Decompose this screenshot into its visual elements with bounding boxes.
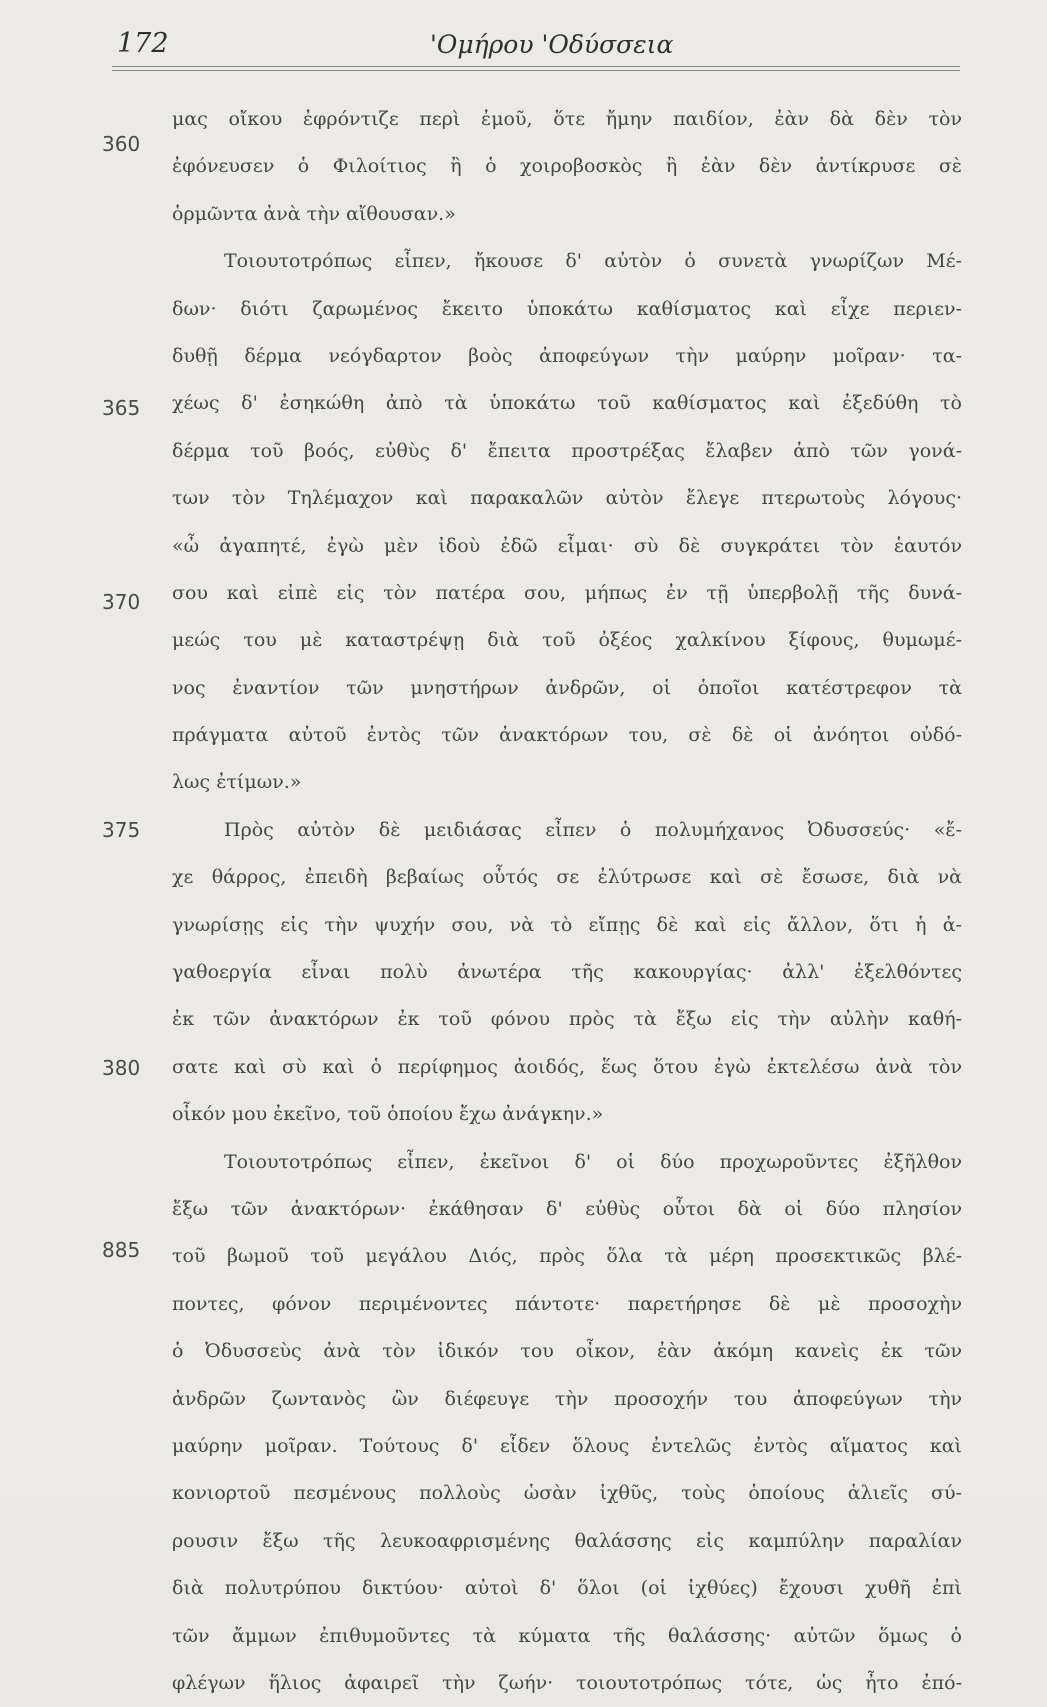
- text-line: διὰ πολυτρύπου δικτύου· αὐτοὶ δ' ὅλοι (οἱ ἰχθύες) ἔχουσι χυθῆ ἐπὶ: [172, 1577, 962, 1600]
- header-rule: [112, 70, 960, 71]
- text-line: οἶκόν μου ἐκεῖνο, τοῦ ὁποίου ἔχω ἀνάγκην.»: [172, 1103, 604, 1126]
- running-title: 'Ομήρου 'Οδύσσεια: [430, 30, 674, 59]
- text-line: δυθῇ δέρμα νεόγδαρτον βοὸς ἀποφεύγων τὴν μαύρην μοῖραν· τα-: [172, 344, 962, 367]
- text-line: γαθοεργία εἶναι πολὺ ἀνωτέρα τῆς κακουργίας· ἀλλ' ἐξελθόντες: [172, 961, 962, 984]
- text-line: φλέγων ἥλιος ἀφαιρεῖ τὴν ζωήν· τοιουτοτρόπως τότε, ὡς ἦτο ἐπό-: [172, 1671, 962, 1694]
- text-line: δων· διότι ζαρωμένος ἔκειτο ὑποκάτω καθίσματος καὶ εἶχε περιεν-: [172, 297, 962, 320]
- page-number: 172: [117, 28, 169, 59]
- line-number: 360: [102, 132, 141, 156]
- text-line: ἐφόνευσεν ὁ Φιλοίτιος ἢ ὁ χοιροβοσκὸς ἢ ἐὰν δὲν ἀντίκρυσε σὲ: [172, 155, 962, 178]
- text-line: ἔξω τῶν ἀνακτόρων· ἐκάθησαν δ' εὐθὺς οὗτοι δὰ οἱ δύο πλησίον: [172, 1197, 962, 1220]
- text-line: μαύρην μοῖραν. Τούτους δ' εἶδεν ὅλους ἐντελῶς ἐντὸς αἵματος καὶ: [172, 1434, 962, 1457]
- text-line: «ὦ ἀγαπητέ, ἐγὼ μὲν ἰδοὺ ἐδῶ εἶμαι· σὺ δὲ συγκράτει τὸν ἑαυτόν: [172, 534, 962, 557]
- text-line: μεώς του μὲ καταστρέψῃ διὰ τοῦ ὀξέος χαλκίνου ξίφους, θυμωμέ-: [172, 629, 962, 652]
- line-number: 375: [102, 818, 141, 842]
- text-line: των τὸν Τηλέμαχον καὶ παρακαλῶν αὐτὸν ἔλεγε πτερωτοὺς λόγους·: [172, 487, 962, 510]
- text-line: τοῦ βωμοῦ τοῦ μεγάλου Διός, πρὸς ὅλα τὰ μέρη προσεκτικῶς βλέ-: [172, 1245, 962, 1268]
- text-line: κονιορτοῦ πεσμένους πολλοὺς ὡσὰν ἰχθῦς, τοὺς ὁποίους ἁλιεῖς σύ-: [172, 1482, 962, 1505]
- text-line: ὁ Ὀδυσσεὺς ἀνὰ τὸν ἰδικόν του οἶκον, ἐὰν ἀκόμη κανεὶς ἐκ τῶν: [172, 1340, 962, 1363]
- text-line: σατε καὶ σὺ καὶ ὁ περίφημος ἀοιδός, ἕως ὅτου ἐγὼ ἐκτελέσω ἀνὰ τὸν: [172, 1055, 962, 1078]
- text-line: ὁρμῶντα ἀνὰ τὴν αἴθουσαν.»: [172, 202, 456, 225]
- text-line: χέως δ' ἐσηκώθη ἀπὸ τὰ ὑποκάτω τοῦ καθίσματος καὶ ἐξεδύθη τὸ: [172, 392, 962, 415]
- text-line: ποντες, φόνον περιμένοντες πάντοτε· παρετήρησε δὲ μὲ προσοχὴν: [172, 1292, 962, 1315]
- text-line: λως ἐτίμων.»: [172, 771, 302, 794]
- text-line: σου καὶ εἰπὲ εἰς τὸν πατέρα σου, μήπως ἐν τῇ ὑπερβολῇ τῆς δυνά-: [172, 581, 962, 604]
- text-line: ἐκ τῶν ἀνακτόρων ἐκ τοῦ φόνου πρὸς τὰ ἔξω εἰς τὴν αὐλὴν καθή-: [172, 1008, 962, 1031]
- text-line: ἀνδρῶν ζωντανὸς ὢν διέφευγε τὴν προσοχήν του ἀποφεύγων τὴν: [172, 1387, 962, 1410]
- line-number: 365: [102, 396, 141, 420]
- header-rule: [112, 66, 960, 67]
- text-line: χε θάρρος, ἐπειδὴ βεβαίως οὗτός σε ἐλύτρωσε καὶ σὲ ἔσωσε, διὰ νὰ: [172, 866, 962, 889]
- text-line: Τοιουτοτρόπως εἶπεν, ἤκουσε δ' αὐτὸν ὁ συνετὰ γνωρίζων Μέ-: [224, 250, 962, 273]
- text-line: ρουσιν ἔξω τῆς λευκοαφρισμένης θαλάσσης εἰς καμπύλην παραλίαν: [172, 1529, 962, 1552]
- line-number: 370: [102, 590, 141, 614]
- line-number: 885: [102, 1238, 141, 1262]
- text-line: μας οἴκου ἐφρόντιζε περὶ ἐμοῦ, ὅτε ἤμην παιδίον, ἐὰν δὰ δὲν τὸν: [172, 108, 962, 130]
- text-line: τῶν ἄμμων ἐπιθυμοῦντες τὰ κύματα τῆς θαλάσσης· αὐτῶν ὅμως ὁ: [172, 1624, 962, 1647]
- text-line: νος ἐναντίον τῶν μνηστήρων ἀνδρῶν, οἱ ὁποῖοι κατέστρεφον τὰ: [172, 676, 962, 699]
- text-line: Πρὸς αὐτὸν δὲ μειδιάσας εἶπεν ὁ πολυμήχανος Ὀδυσσεύς· «ἔ-: [224, 818, 962, 841]
- text-line: γνωρίσῃς εἰς τὴν ψυχήν σου, νὰ τὸ εἴπῃς δὲ καὶ εἰς ἄλλον, ὅτι ἡ ἀ-: [172, 913, 962, 936]
- text-line: δέρμα τοῦ βοός, εὐθὺς δ' ἔπειτα προστρέξας ἔλαβεν ἀπὸ τῶν γονά-: [172, 439, 962, 462]
- text-line: πράγματα αὐτοῦ ἐντὸς τῶν ἀνακτόρων του, σὲ δὲ οἱ ἀνόητοι οὐδό-: [172, 724, 962, 747]
- text-line: Τοιουτοτρόπως εἶπεν, ἐκεῖνοι δ' οἱ δύο προχωροῦντες ἐξῆλθον: [224, 1150, 962, 1173]
- body-text: [172, 96, 962, 1707]
- line-number: 380: [102, 1056, 141, 1080]
